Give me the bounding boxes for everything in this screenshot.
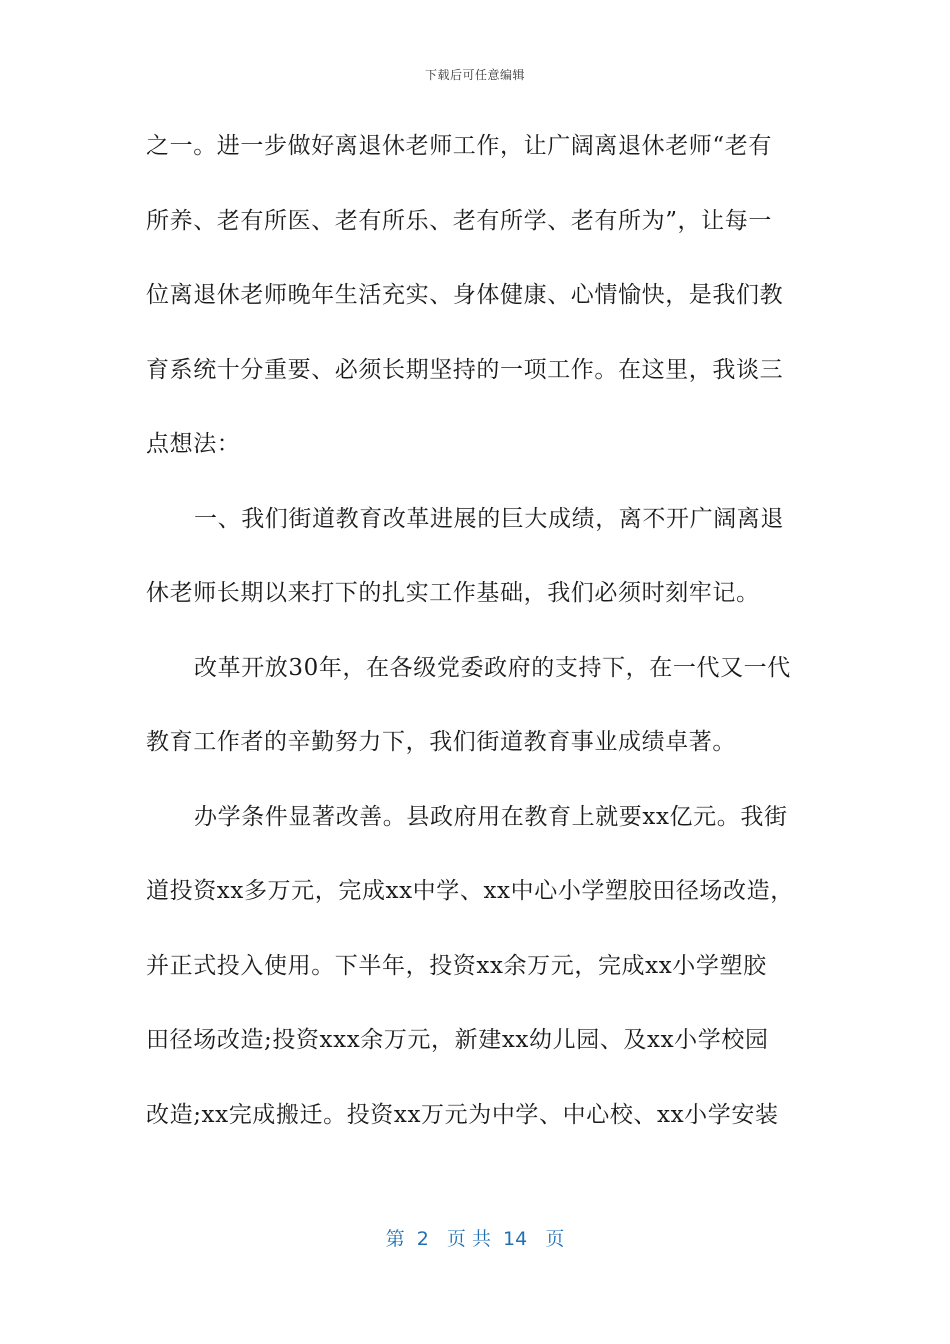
text-line: 之一。进一步做好离退休老师工作，让广阔离退休老师“老有 (146, 133, 772, 159)
text-line: 并正式投入使用。下半年，投资xx余万元，完成xx小学塑胶 (146, 952, 767, 979)
text-line: 位离退休老师晚年生活充实、身体健康、心情愉快，是我们教 (146, 282, 784, 308)
text-line: 所养、老有所医、老有所乐、老有所学、老有所为”，让每一 (146, 207, 772, 234)
page-number-footer: 第 2 页 共 14 页 (385, 1228, 565, 1250)
paragraph-start-line: 一、我们街道教育改革进展的巨大成绩，离不开广阔离退 (194, 505, 784, 532)
text-line: 育系统十分重要、必须长期坚持的一项工作。在这里，我谈三 (146, 356, 784, 383)
paragraph-start-line: 改革开放30年，在各级党委政府的支持下，在一代又一代 (194, 654, 791, 681)
paragraph-start-line: 办学条件显著改善。县政府用在教育上就要xx亿元。我街 (194, 803, 788, 830)
text-line: 改造;xx完成搬迁。投资xx万元为中学、中心校、xx小学安装 (146, 1101, 779, 1128)
text-line: 休老师长期以来打下的扎实工作基础，我们必须时刻牢记。 (146, 580, 760, 606)
text-line: 点想法： (146, 431, 241, 457)
text-line: 教育工作者的辛勤努力下，我们街道教育事业成绩卓著。 (146, 729, 736, 755)
page-header: 下载后可任意编辑 (424, 68, 525, 82)
text-line: 田径场改造;投资xxx余万元，新建xx幼儿园、及xx小学校园 (146, 1027, 769, 1053)
document-body (146, 122, 806, 1165)
text-line: 道投资xx多万元，完成xx中学、xx中心小学塑胶田径场改造， (146, 878, 794, 904)
